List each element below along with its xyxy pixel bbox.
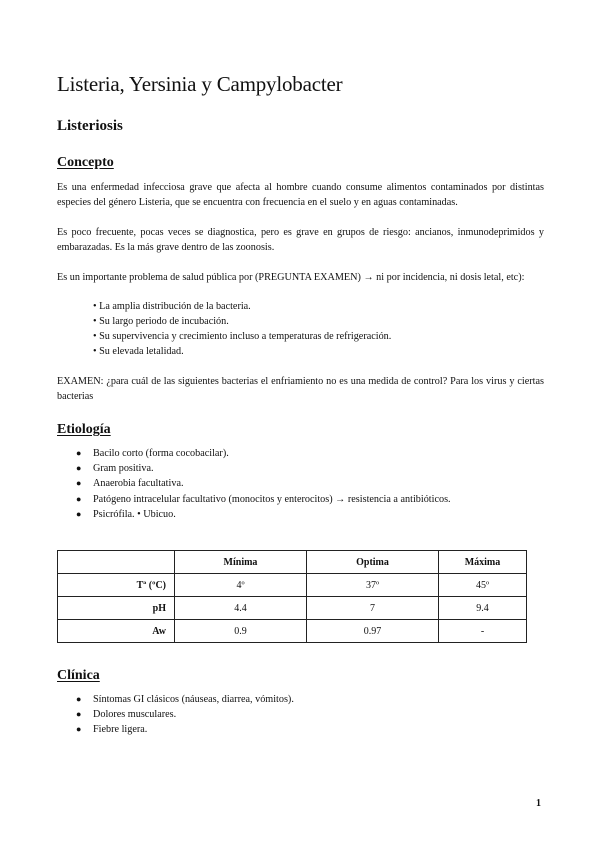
table-header-row — [58, 551, 527, 574]
bullet-icon: ● — [76, 493, 82, 504]
list-item: ● Fiebre ligera. — [76, 722, 546, 737]
growth-conditions-table — [57, 550, 527, 643]
clinica-bullet-list — [76, 692, 546, 738]
list-item: ● Bacilo corto (forma cocobacilar). — [76, 446, 546, 461]
table-cell: 0.97 — [307, 620, 439, 643]
clinica-heading: Clínica — [57, 668, 100, 683]
etiologia-heading: Etiología — [57, 422, 111, 437]
bullet-icon: ● — [76, 694, 82, 704]
list-item: ● Anaerobia facultativa. — [76, 476, 546, 491]
concepto-paragraph-1: Es una enfermedad infecciosa grave que afecta al hombre cuando consume alimentos contaminados por distintas especies del género Listeria, que se encuentra con frecuencia en el suelo y en aguas contaminadas. — [57, 182, 544, 208]
list-item: ● Patógeno intracelular facultativo (monocitos y enterocitos) → resistencia a antibióticos. — [76, 492, 546, 507]
bullet-icon: ● — [76, 448, 82, 458]
list-item: • Su elevada letalidad. — [93, 346, 184, 357]
table-cell: 4.4 — [175, 597, 307, 620]
table-header-cell — [58, 551, 175, 574]
table-row — [58, 574, 527, 597]
etiologia-bullet-list — [76, 446, 546, 522]
list-item: ● Dolores musculares. — [76, 707, 546, 722]
list-item: • Su supervivencia y crecimiento incluso a temperaturas de refrigeración. — [93, 331, 392, 342]
table-header-cell: Mínima — [175, 551, 307, 574]
list-item: • La amplia distribución de la bacteria. — [93, 301, 251, 312]
bullet-icon: ● — [76, 724, 82, 735]
examen-note: EXAMEN: ¿para cuál de las siguientes bacterias el enfriamiento no es una medida de control? Para los virus y ciertas bacterias — [57, 376, 544, 402]
page-number: 1 — [536, 798, 541, 809]
list-item: ● Gram positiva. — [76, 461, 546, 476]
table-row-label: Tª (ºC) — [58, 574, 175, 597]
list-item: ● Síntomas GI clásicos (náuseas, diarrea, vómitos). — [76, 692, 546, 707]
concepto-bullet-list — [93, 299, 543, 359]
table-header-cell: Máxima — [439, 551, 527, 574]
table-header-cell: Optima — [307, 551, 439, 574]
table-row-label: pH — [58, 597, 175, 620]
section-title: Listeriosis — [57, 118, 123, 134]
table-cell: 9.4 — [439, 597, 527, 620]
table-cell: - — [439, 620, 527, 643]
bullet-icon: ● — [76, 478, 82, 489]
table-cell: 45º — [439, 574, 527, 597]
table-row — [58, 597, 527, 620]
bullet-icon: ● — [76, 508, 82, 519]
bullet-icon: ● — [76, 463, 82, 474]
concepto-paragraph-2: Es poco frecuente, pocas veces se diagnostica, pero es grave en grupos de riesgo: ancianos, inmunodeprimidos y embarazadas. Es la más grave dentro de las zoonosis. — [57, 227, 544, 253]
table-cell: 7 — [307, 597, 439, 620]
table-row — [58, 620, 527, 643]
page-title: Listeria, Yersinia y Campylobacter — [57, 72, 343, 96]
table-cell: 4º — [175, 574, 307, 597]
concepto-heading: Concepto — [57, 155, 114, 170]
table-row-label: Aw — [58, 620, 175, 643]
list-item: • Su largo periodo de incubación. — [93, 316, 229, 327]
table-cell: 0.9 — [175, 620, 307, 643]
concepto-paragraph-3: Es un importante problema de salud pública por (PREGUNTA EXAMEN) → ni por incidencia, ni dosis letal, etc): — [57, 272, 525, 283]
table-cell: 37º — [307, 574, 439, 597]
bullet-icon: ● — [76, 709, 82, 720]
list-item: ● Psicrófila. • Ubicuo. — [76, 507, 546, 522]
